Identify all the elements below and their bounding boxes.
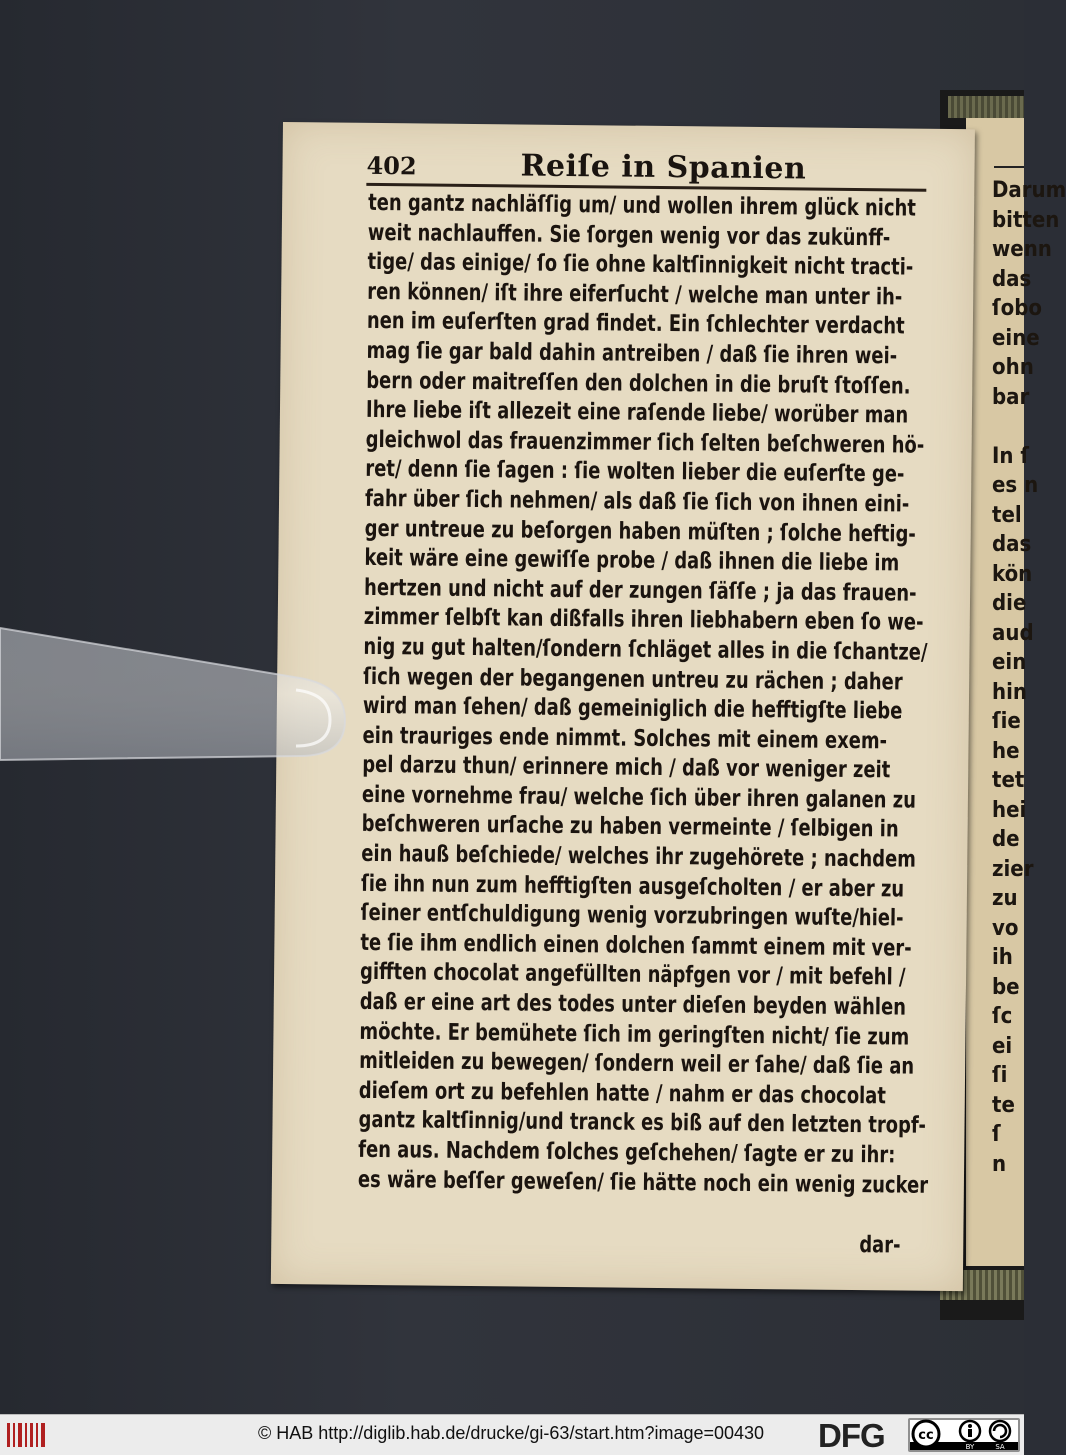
text-line: daß er eine art des todes unter dieſen beyden wählen <box>359 988 907 1021</box>
spine-binding-top <box>948 96 1024 118</box>
text-line: ſeiner entſchuldigung wenig vorzubringen wuſte/hiel- <box>360 900 904 932</box>
book-page <box>271 122 975 1291</box>
text-line: weit nachlauffen. Sie ſorgen wenig vor das zukünff- <box>367 219 891 251</box>
text-line: keit wäre eine gewiſſe probe / daß ihnen die liebe im <box>364 545 900 577</box>
text-line: es wäre beſſer geweſen/ ſie hätte noch ein wenig zucker <box>357 1166 929 1199</box>
text-line: gifften chocolat angefüllten näpfgen vor / mit befehl / <box>359 959 906 992</box>
text-line: hertzen und nicht auf der zungen ſäſſe ; ja das frauen- <box>363 574 917 607</box>
text-line: ſich wegen der begangenen untreu zu rächen ; daher <box>363 663 903 696</box>
page-body-text <box>358 189 939 1201</box>
text-line: ten gantz nachläſſig um/ und wollen ihrem glück nicht <box>368 189 917 222</box>
license-by-label: BY <box>965 1443 975 1451</box>
dfg-logo[interactable]: DFG <box>818 1417 885 1454</box>
text-line: nen im euſerſten grad findet. Ein ſchlechter verdacht <box>366 308 905 340</box>
text-line: ſie ihn nun zum hefftigſten ausgeſcholten / er aber zu <box>360 870 905 903</box>
text-line: ren können/ iſt ihre eiferſucht / welche man unter ih- <box>367 278 903 311</box>
catchword: dar- <box>859 1232 901 1259</box>
text-line: ret/ denn ſie ſagen : ſie wolten lieber die euſerſte ge- <box>365 456 905 488</box>
text-line: ein trauriges ende nimmt. Solches mit einem exem- <box>362 722 888 755</box>
text-line: te ſie ihm endlich einen dolchen ſammt einem mit ver- <box>360 929 912 962</box>
license-sa-label: SA <box>995 1443 1005 1451</box>
text-line: tige/ das einige/ ſo ſie ohne kaltſinnigkeit nicht tracti- <box>367 249 914 281</box>
text-line: eine vornehme frau/ welche ſich über ihren galanen zu <box>361 781 917 814</box>
text-line: gantz kaltſinnig/und tranck es biß auf den letzten tropf- <box>358 1107 926 1140</box>
running-title: Reiſe in Spanien <box>520 148 807 187</box>
text-line: zimmer ſelbſt kan dißfalls ihren liebhabern eben ſo we- <box>363 604 924 637</box>
text-line: fen aus. Nachdem ſolches geſchehen/ ſagte er zu ihr: <box>358 1136 896 1169</box>
next-page-header-rule <box>994 166 1024 168</box>
text-line: ger untreue zu beſorgen haben müſten ; ſolche heftig- <box>364 515 916 548</box>
text-line: dieſem ort zu befehlen hatte / nahm er das chocolat <box>358 1077 887 1110</box>
barcode-icon <box>6 1421 46 1449</box>
text-line: möchte. Er bemühete ſich im geringſten nicht/ ſie zum <box>359 1018 910 1051</box>
viewer-footer <box>0 1414 1024 1455</box>
text-line: nig zu gut halten/ſondern ſchläget alles in die ſchantze/ <box>363 633 928 666</box>
text-line: mag ſie gar bald dahin antreiben / daß ſie ihren wei- <box>366 337 898 370</box>
text-line: bern oder maitreſſen den dolchen in die bruſt ſtoſſen. <box>366 367 911 400</box>
svg-text:cc: cc <box>918 1428 934 1443</box>
creative-commons-license-icon[interactable] <box>908 1418 1020 1452</box>
text-line: Ihre liebe iſt allezeit eine raſende liebe/ worüber man <box>365 397 909 429</box>
text-line: mitleiden zu bewegen/ ſondern weil er ſahe/ daß ſie an <box>359 1048 915 1080</box>
source-link[interactable]: © HAB http://diglib.hab.de/drucke/gi-63/start.htm?image=00430 <box>258 1423 765 1443</box>
next-page-text-fragments: Darum bitten wenn das ſobo eine ohn bar In ſ es n tel das kön die aud ein hin ſie he tet hei de zier zu vo ih be ſc ei ſi te ſ n <box>992 178 1066 1177</box>
text-line: ein hauß beſchiede/ welches ihr zugehörete ; nachdem <box>361 840 917 873</box>
plastic-page-clip <box>0 628 345 760</box>
next-page-edge <box>966 118 1066 1266</box>
text-line: gleichwol das frauenzimmer ſich ſelten beſchweren hö- <box>365 426 925 459</box>
page-number: 402 <box>366 150 417 181</box>
text-line: beſchweren urſache zu haben vermeinte / ſelbigen in <box>361 811 899 843</box>
text-line: pel darzu thun/ erinnere mich / daß vor weniger zeit <box>362 752 891 784</box>
text-line: fahr über ſich nehmen/ als daß ſie ſich von ihnen eini- <box>364 485 910 518</box>
text-line: wird man ſehen/ daß gemeiniglich die hefftigſte liebe <box>362 692 903 725</box>
